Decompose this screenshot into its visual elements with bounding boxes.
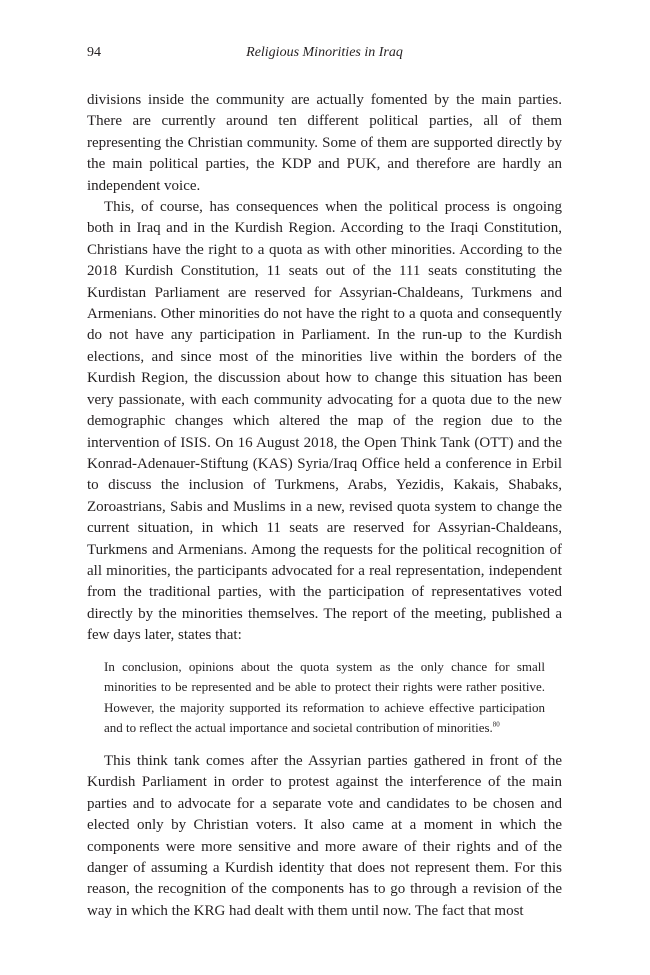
paragraph: This, of course, has consequences when the political process is ongoing both in Iraq and in the Kurdish Region. According to the Iraqi Constitution, Christians have the right to a quota as with other minorities. According to the 2018 Kurdish Constitution, 11 seats out of the 111 seats constituting the Kurdistan Parliament are reserved for Assyrian-Chaldeans, Turkmens and Armenians. Other minorities do not have the right to a quota and consequently do not have any participation in Parliament. In the run-up to the Kurdish elections, and since most of the minorities live within the borders of the Kurdish Region, the discussion about how to change this situation has been very passionate, with each community advocating for a quota due to the new demographic changes which altered the map of the region due to the intervention of ISIS. On 16 August 2018, the Open Think Tank (OTT) and the Konrad-Adenauer-Stiftung (KAS) Syria/Iraq Office held a conference in Erbil to discuss the inclusion of Turkmens, Arabs, Yezidis, Kakais, Shabaks, Zoroastrians, Sabis and Muslims in a new, revised quota system to change the current situation, in which 11 seats are reserved for Assyrian-Chaldeans, Turkmens and Armenians. Among the requests for the political recognition of all minorities, the participants advocated for a real representation, independent from the traditional parties, with the participation of representatives voted directly by the minorities themselves. The report of the meeting, published a few days later, states that:: [87, 199, 562, 644]
running-title: Religious Minorities in Iraq: [246, 45, 403, 60]
paragraph: This think tank comes after the Assyrian parties gathered in front of the Kurdish Parliament in order to protest against the interference of the main parties and to advocate for a separate vote and candidates to be chosen and elected only by Christian voters. It also came at a moment in which the components were more sensitive and more aware of their rights and of the danger of assuming a Kurdish identity that does not represent them. For this reason, the recognition of the components has to go through a revision of the way in which the KRG had dealt with them until now. The fact that most: [87, 752, 562, 919]
page-header: [87, 45, 562, 65]
block-quote: [104, 657, 545, 739]
footnote-marker: 80: [492, 721, 500, 730]
paragraph: divisions inside the community are actually fomented by the main parties. There are currently around ten different political parties, all of them representing the Christian community. Some of them are supported directly by the main political parties, the KDP and PUK, and therefore are hardly an independent voice.: [87, 92, 562, 194]
quote-text: In conclusion, opinions about the quota system as the only chance for small minorities to be represented and be able to protect their rights were rather positive. However, the majority supported its reformation to achieve effective participation and to reflect the actual importance and societal contribution of minorities.: [104, 658, 545, 736]
page-body: [87, 90, 562, 922]
page-number: 94: [87, 45, 101, 60]
